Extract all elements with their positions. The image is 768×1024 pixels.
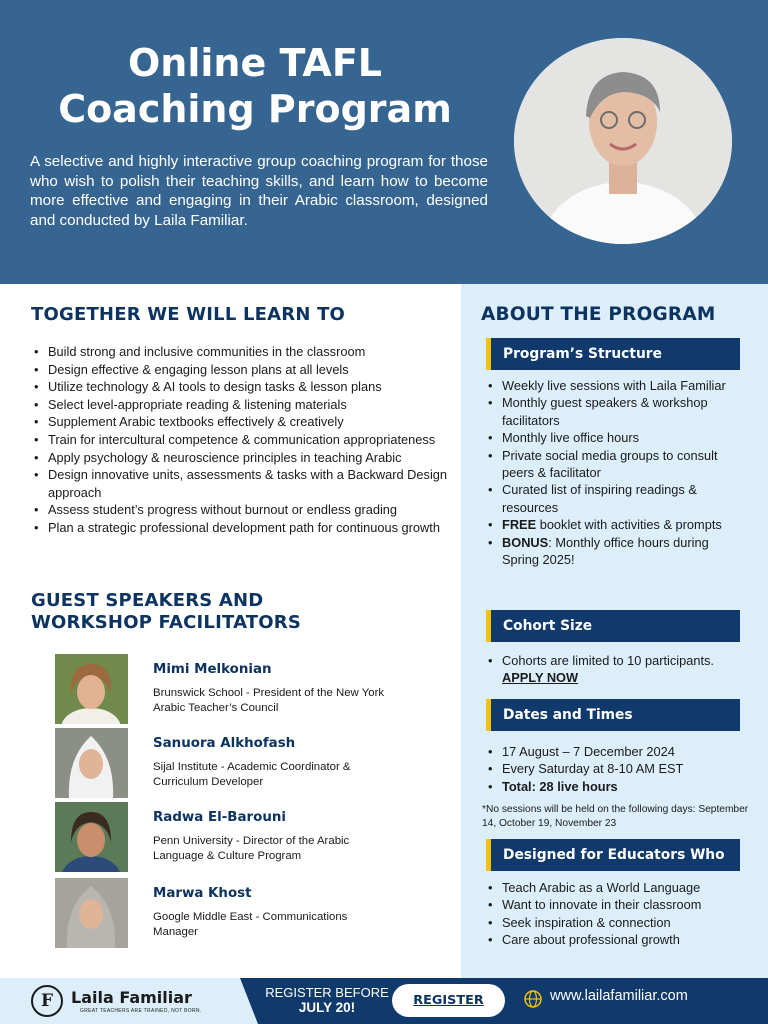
list-item: • Teach Arabic as a World Language — [486, 879, 746, 896]
list-item: • 17 August – 7 December 2024 — [486, 743, 746, 760]
list-item: • Every Saturday at 8-10 AM EST — [486, 760, 746, 777]
list-item: • Seek inspiration & connection — [486, 914, 746, 931]
speaker-name: Radwa El-Barouni — [153, 810, 286, 825]
page-title — [22, 40, 488, 132]
speaker-portrait-icon — [55, 728, 128, 798]
educators-list — [486, 879, 746, 949]
list-item: • Weekly live sessions with Laila Familiar — [486, 377, 746, 394]
speaker-card — [55, 654, 455, 724]
speaker-name: Sanuora Alkhofash — [153, 736, 296, 751]
structure-heading: Program’s Structure — [486, 338, 740, 370]
list-item — [486, 534, 746, 569]
brand-name: Laila Familiar — [71, 988, 192, 1007]
bonus-label: BONUS — [502, 534, 549, 550]
speaker-portrait-icon — [55, 654, 128, 724]
list-item: • Supplement Arabic textbooks effectively & creatively — [32, 413, 452, 431]
list-item: • Monthly live office hours — [486, 429, 746, 446]
register-date: JULY 20! — [298, 1000, 356, 1015]
list-item — [486, 652, 746, 687]
list-item: • Select level-appropriate reading & listening materials — [32, 396, 452, 414]
list-item: • Build strong and inclusive communities in the classroom — [32, 343, 452, 361]
list-item — [486, 516, 746, 533]
dates-list — [486, 743, 746, 795]
speaker-portrait-icon — [55, 878, 128, 948]
about-title: ABOUT THE PROGRAM — [481, 304, 716, 325]
list-item: • Plan a strategic professional development path for continuous growth — [32, 519, 452, 537]
register-button[interactable]: REGISTER — [392, 984, 505, 1017]
total-hours: Total: 28 live hours — [502, 778, 618, 794]
speaker-photo — [55, 802, 128, 872]
schedule-note: *No sessions will be held on the following days: September 14, October 19, November 23 — [482, 804, 749, 829]
speaker-role: Penn University - Director of the Arabic Language & Culture Program — [153, 835, 350, 863]
website-link[interactable]: www.lailafamiliar.com — [550, 988, 688, 1004]
cohort-heading: Cohort Size — [486, 610, 740, 642]
free-label: FREE — [502, 517, 537, 533]
structure-list — [486, 377, 746, 568]
speaker-name: Marwa Khost — [153, 886, 252, 901]
intro-text: A selective and highly interactive group coaching program for those who wish to polish their teaching skills, and learn how to become more effective and engaging in their Arabic classroom, designed and conducted by Laila Familiar. — [30, 153, 488, 229]
guests-title: GUEST SPEAKERS AND WORKSHOP FACILITATORS — [31, 590, 302, 633]
speaker-role: Sijal Institute - Academic Coordinator & Curriculum Developer — [153, 761, 351, 789]
title-line-1: Online TAFL — [127, 41, 382, 85]
cohort-text: Cohorts are limited to 10 participants. — [502, 653, 714, 668]
list-item: • Monthly guest speakers & workshop facilitators — [486, 394, 746, 429]
speaker-photo — [55, 878, 128, 948]
host-photo — [514, 38, 732, 244]
list-item: • Design effective & engaging lesson plans at all levels — [32, 361, 452, 379]
register-deadline — [262, 985, 392, 1015]
list-item: • Design innovative units, assessments & tasks with a Backward Design approach — [32, 466, 452, 501]
globe-icon — [524, 990, 542, 1008]
cohort-list — [486, 652, 746, 687]
list-item: • Apply psychology & neuroscience principles in teaching Arabic — [32, 449, 452, 467]
speaker-photo — [55, 728, 128, 798]
speaker-portrait-icon — [55, 802, 128, 872]
speaker-photo — [55, 654, 128, 724]
list-item: • Want to innovate in their classroom — [486, 896, 746, 913]
speaker-card — [55, 728, 455, 798]
apply-now-link[interactable]: APPLY NOW — [502, 670, 579, 686]
speaker-role: Google Middle East - Communications Manager — [153, 911, 348, 939]
list-item: • Train for intercultural competence & communication appropriateness — [32, 431, 452, 449]
list-item: • Utilize technology & AI tools to design tasks & lesson plans — [32, 378, 452, 396]
learn-title: TOGETHER WE WILL LEARN TO — [31, 304, 346, 325]
learn-list — [32, 343, 452, 537]
speaker-name: Mimi Melkonian — [153, 662, 272, 677]
free-text: booklet with activities & prompts — [536, 517, 722, 533]
title-line-2: Coaching Program — [58, 87, 452, 131]
host-portrait-icon — [514, 38, 732, 244]
list-item — [486, 778, 746, 795]
speaker-role: Brunswick School - President of the New York Arabic Teacher’s Council — [153, 687, 385, 715]
brand-tagline: GREAT TEACHERS ARE TRAINED, NOT BORN. — [80, 1008, 202, 1014]
bonus-text: : Monthly office hours during Spring 2025! — [502, 534, 709, 568]
list-item: • Private social media groups to consult peers & facilitator — [486, 447, 746, 482]
dates-heading: Dates and Times — [486, 699, 740, 731]
educators-heading: Designed for Educators Who — [486, 839, 740, 871]
register-before-label: REGISTER BEFORE — [265, 985, 389, 1000]
brand-logo-icon: F — [31, 985, 63, 1017]
speaker-card — [55, 802, 455, 872]
list-item: • Assess student’s progress without burnout or endless grading — [32, 501, 452, 519]
list-item: • Care about professional growth — [486, 931, 746, 948]
list-item: • Curated list of inspiring readings & resources — [486, 481, 746, 516]
speaker-card — [55, 878, 455, 948]
